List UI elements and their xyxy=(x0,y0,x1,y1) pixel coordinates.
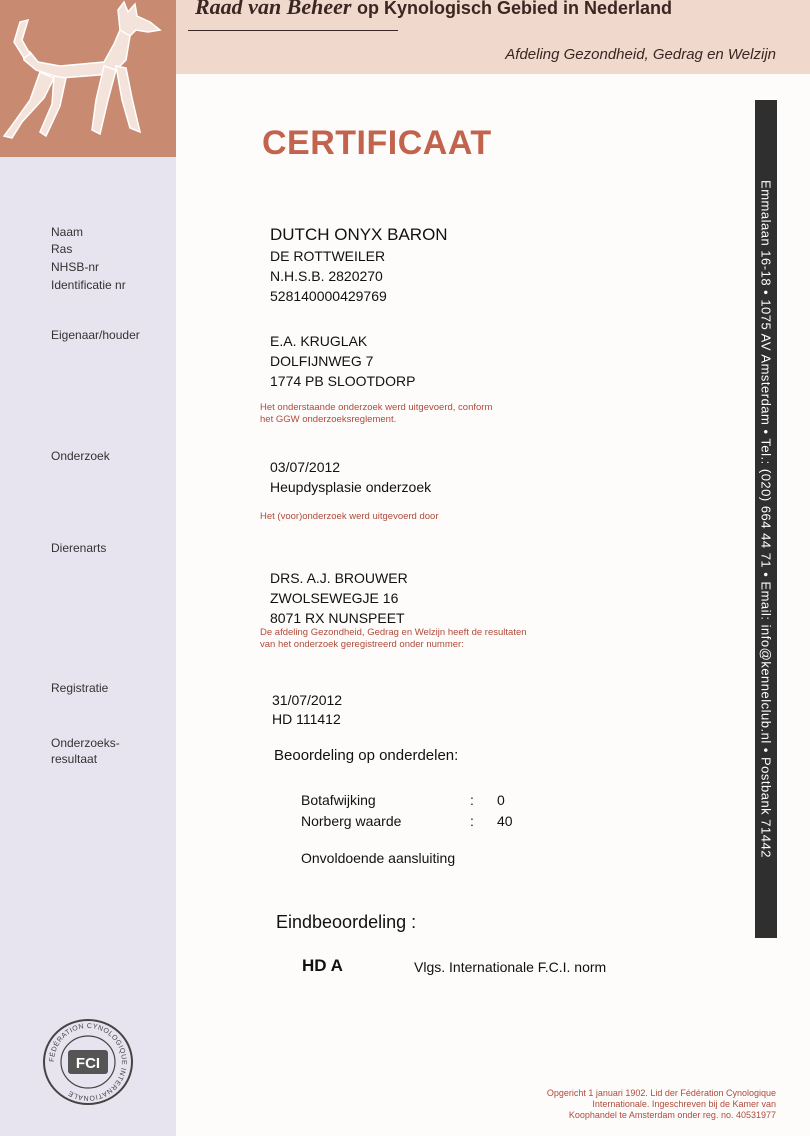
final-heading: Eindbeoordeling : xyxy=(276,912,417,932)
header-divider xyxy=(188,30,398,31)
exam-type: Heupdysplasie onderzoek xyxy=(270,479,432,495)
org-name-rest: op Kynologisch Gebied in Nederland xyxy=(356,0,672,18)
registration-note-line1: De afdeling Gezondheid, Gedrag en Welzijn heeft de resultaten xyxy=(260,627,527,638)
botafwijking-colon: : xyxy=(470,792,474,808)
vet-note: Het (voor)onderzoek werd uitgevoerd door xyxy=(260,511,439,522)
norberg-colon: : xyxy=(470,813,474,829)
label-eigenaar: Eigenaar/houder xyxy=(51,328,140,342)
dog-logo-icon xyxy=(0,0,176,157)
results-heading: Beoordeling op onderdelen: xyxy=(274,747,459,764)
contact-info: Emmalaan 16-18 • 1075 AV Amsterdam • Tel.: (020) 664 44 71 • Email: info@kennelclub.nl • Postbank 71442 xyxy=(758,180,774,858)
vet-city: 8071 RX NUNSPEET xyxy=(270,610,405,626)
fci-seal-icon xyxy=(38,1016,138,1108)
footer-line1: Opgericht 1 januari 1902. Lid der Fédération Cynologique xyxy=(546,1088,776,1098)
footer xyxy=(476,1088,776,1121)
norberg-label: Norberg waarde xyxy=(301,813,402,829)
exam-date: 03/07/2012 xyxy=(270,459,341,475)
fci-seal-ring-text: FÉDÉRATION CYNOLOGIQUE INTERNATIONALE xyxy=(48,1022,128,1102)
department-name: Afdeling Gezondheid, Gedrag en Welzijn xyxy=(505,46,776,63)
label-ras: Ras xyxy=(51,242,73,256)
norberg-value: 40 xyxy=(497,813,513,829)
final-grade: HD A xyxy=(302,956,343,975)
label-nhsb: NHSB-nr xyxy=(51,260,100,274)
organization-name xyxy=(195,0,672,20)
registration-number: HD 111412 xyxy=(272,711,341,727)
dog-nhsb: N.H.S.B. 2820270 xyxy=(270,268,383,284)
label-dierenarts: Dierenarts xyxy=(51,541,107,555)
registration-date: 31/07/2012 xyxy=(272,692,343,708)
footer-line3: Koophandel te Amsterdam onder reg. no. 40531977 xyxy=(568,1110,776,1120)
label-resultaat-line2: resultaat xyxy=(51,752,98,766)
owner-street: DOLFIJNWEG 7 xyxy=(270,353,374,369)
certificate-title: CERTIFICAAT xyxy=(262,124,492,162)
label-naam: Naam xyxy=(51,225,84,239)
exam-note-line2: het GGW onderzoeksreglement. xyxy=(260,414,397,425)
sidebar-background xyxy=(0,0,176,1136)
vet-name: DRS. A.J. BROUWER xyxy=(270,570,408,586)
botafwijking-value: 0 xyxy=(497,792,505,808)
label-identificatie: Identificatie nr xyxy=(51,278,126,292)
exam-note-line1: Het onderstaande onderzoek werd uitgevoerd, conform xyxy=(260,402,493,413)
botafwijking-label: Botafwijking xyxy=(301,792,376,808)
owner-city: 1774 PB SLOOTDORP xyxy=(270,373,416,389)
dog-name: DUTCH ONYX BARON xyxy=(270,225,448,244)
fci-seal-center: FCI xyxy=(75,1055,101,1072)
results-remark: Onvoldoende aansluiting xyxy=(301,850,456,866)
org-name-main: Raad van Beheer xyxy=(195,0,352,19)
label-resultaat-line1: Onderzoeks- xyxy=(51,736,120,750)
footer-line2: Internationale. Ingeschreven bij de Kamer van xyxy=(592,1099,776,1109)
registration-note-line2: van het onderzoek geregistreerd onder nummer: xyxy=(260,639,464,650)
final-norm: Vlgs. Internationale F.C.I. norm xyxy=(414,959,607,975)
label-registratie: Registratie xyxy=(51,681,109,695)
owner-name: E.A. KRUGLAK xyxy=(270,333,368,349)
logo-corner xyxy=(0,0,176,157)
dog-breed: DE ROTTWEILER xyxy=(270,248,386,264)
dog-id: 528140000429769 xyxy=(270,288,387,304)
label-onderzoek: Onderzoek xyxy=(51,449,110,463)
vet-street: ZWOLSEWEGJE 16 xyxy=(270,590,399,606)
